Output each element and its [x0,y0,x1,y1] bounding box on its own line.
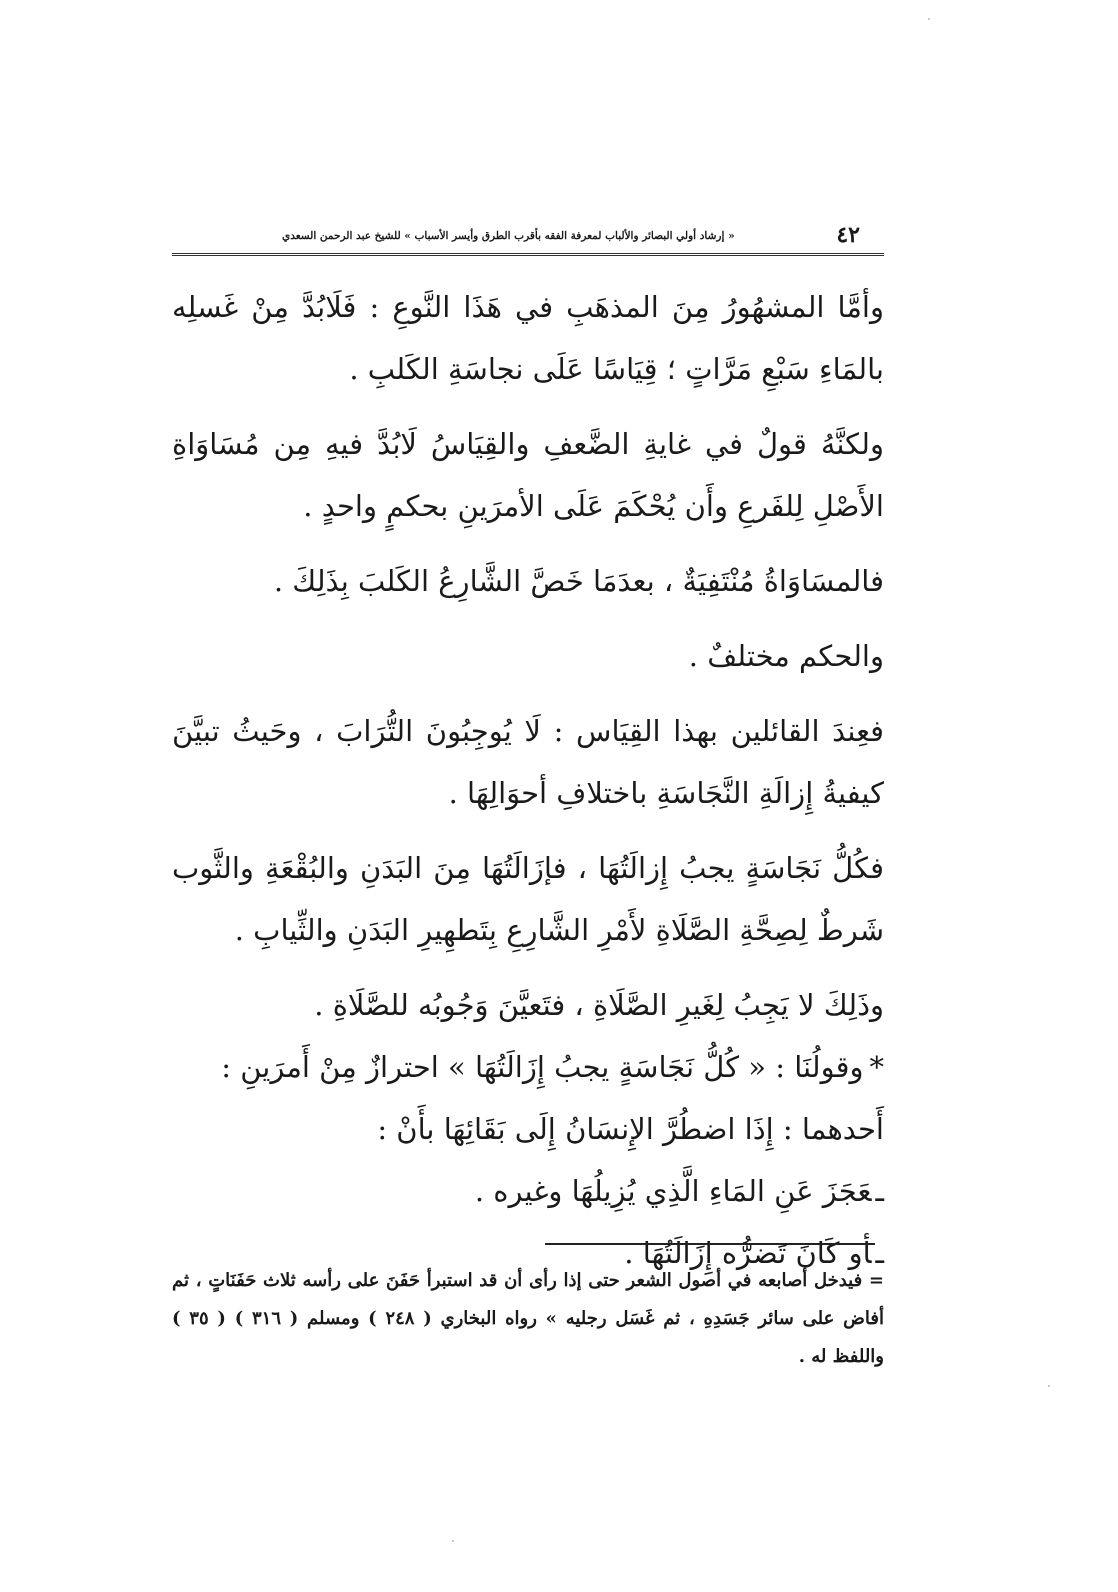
paragraph: وأمَّا المشهُورُ مِنَ المذهَبِ في هَذَا النَّوعِ : فَلَابُدَّ مِنْ غَسلِه بالمَاءِ سَبْعِ مَرَّاتٍ ؛ قِيَاسًا عَلَى نجاسَةِ الكَلبِ . [172,290,884,386]
paragraph: فعِندَ القائلين بهذا القِيَاس : لَا يُوجِبُونَ التُّرَابَ ، وحَيثُ تبيَّنَ كيفيةُ إِزالَةِ النَّجَاسَةِ باختلافِ أحوَالِهَا . [172,714,884,810]
scan-speck [452,1540,454,1542]
paragraph: وذَلِكَ لا يَجِبُ لِغَيرِ الصَّلَاةِ ، فتَعيَّنَ وَجُوبُه للصَّلَاةِ . [314,988,884,1022]
running-title: « إرشاد أولي البصائر والألباب لمعرفة الفقه بأقرب الطرق وأيسر الأسباب » للشيخ عبد الرحمن السعدي [282,230,735,242]
scan-speck [1048,1385,1050,1387]
list-item [172,1160,884,1222]
asterisk-marker: * [869,1050,884,1084]
footnote-divider [545,1243,875,1245]
first-case: أَحدهما : إِذَا اضطُرَّ الإِنسَانُ إِلَى بَقَائِهَا بأَنْ : [377,1112,884,1146]
list-item-text: عَجَزَ عَنِ المَاءِ الَّذِي يُزِيلُهَا وغيره . [474,1174,872,1208]
footnote: = فيدخل أصابعه في أصول الشعر حتى إذا رأى أن قد استبرأ حَفَنَ على رأسه ثلاث حَفَنَاتٍ ، ثم أفاض على سائر جَسَدِهِ ، ثم غَسَل رجليه » رواه البخاري ( ٢٤٨ ) ومسلم ( ٣١٦ ) ( ٣٥ ) واللفظ له . [172,1270,884,1367]
dash-marker: ـ [875,1236,884,1270]
paragraph: فالمسَاوَاةُ مُنْتَفِيَةٌ ، بعدَمَا خَصَّ الشَّارِعُ الكَلبَ بِذَلِكَ . [273,564,884,598]
scan-speck [928,18,930,20]
paragraph: ولكنَّهُ قولٌ في غايةِ الضَّعفِ والقِيَاسُ لَابُدَّ فيهِ مِن مُسَاوَاةِ الأَصْلِ لِلفَرعِ وأَن يُحْكَمَ عَلَى الأمرَينِ بحكمٍ واحدٍ . [172,427,884,523]
list-item-text: أو كَانَ تَضرُّه إِزَالَتُهَا . [624,1236,872,1270]
paragraph: والحكم مختلفٌ . [688,639,884,673]
starred-text: وقولُنَا : « كُلُّ نَجَاسَةٍ يجبُ إِزَالَتُهَا » احترازٌ مِنْ أَمرَينِ : [221,1050,864,1084]
page-number: ٤٢ [836,222,860,248]
main-text [172,276,884,1284]
starred-paragraph [172,1036,884,1098]
dash-marker: ـ [875,1174,884,1208]
paragraph: فكُلُّ نَجَاسَةٍ يجبُ إِزالَتُهَا ، فإزَالَتُهَا مِنَ البَدَنِ والبُقْعَةِ والثَّوب شَرطٌ لِصِحَّةِ الصَّلَاةِ لأَمْرِ الشَّارِعِ بِتَطهِيرِ البَدَنِ والثِّيابِ . [172,851,884,947]
page-header [172,222,884,256]
header-divider [172,253,884,256]
